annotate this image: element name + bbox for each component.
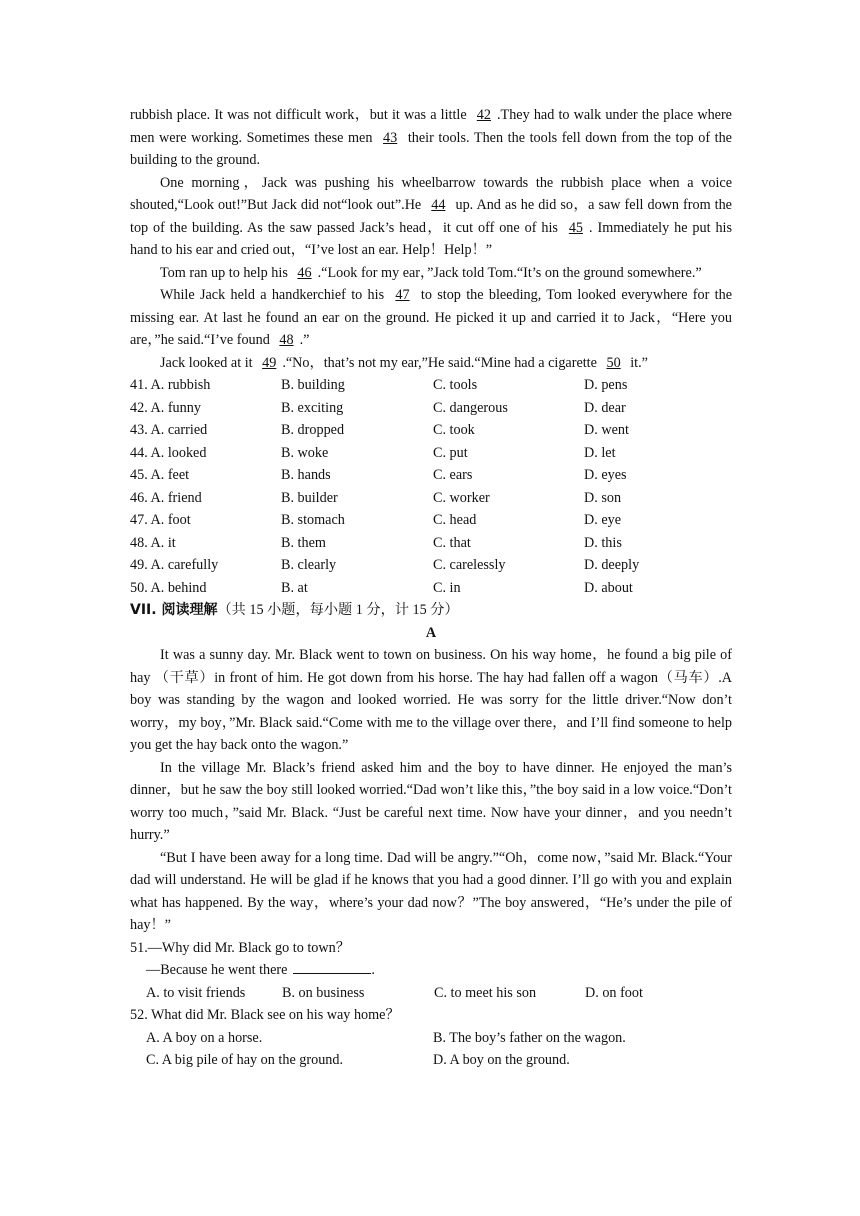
- options-52-row-1: [130, 1027, 732, 1050]
- cloze-options: [130, 374, 732, 599]
- blank-49: 49: [262, 354, 277, 371]
- option: A. A boy on a horse.: [146, 1029, 263, 1046]
- option-row: 42. A. funny B. exciting C. dangerous D. dear: [130, 399, 626, 416]
- option: D. A boy on the ground.: [433, 1052, 570, 1068]
- blank-45: 45: [568, 219, 584, 236]
- blank-48: 48: [279, 332, 294, 348]
- blank-46: 46: [297, 264, 312, 281]
- section-heading: [130, 599, 732, 622]
- section-note: （共 15 小题，每小题 1 分，计 15 分）: [217, 602, 459, 618]
- option: D. on foot: [585, 984, 643, 1001]
- option-row: 50. A. behind B. at C. in D. about: [130, 579, 633, 596]
- answer-blank: [293, 959, 371, 974]
- option: B. The boy’s father on the wagon.: [433, 1029, 626, 1046]
- blank-44: 44: [431, 197, 446, 213]
- passage-paragraph: Tom ran up to help his 46 .“Look for my ear，”Jack told Tom.“It’s on the ground somewhere.”: [160, 264, 702, 281]
- option: C. A big pile of hay on the ground.: [146, 1052, 344, 1068]
- options-51: [130, 982, 732, 1005]
- reading-paragraph: “But I have been away for a long time. Dad will be angry.”“Oh，come now，”said Mr. Black.“Your dad will understand. He will be glad if he knows that you had a good dinner. I’ll go with you and explain what has happened. By the way，where’s your dad now？”The boy answered，“He’s under the pile of hay！”: [130, 849, 732, 933]
- option: C. to meet his son: [434, 984, 537, 1001]
- option-row: 48. A. it B. them C. that D. this: [130, 534, 622, 551]
- part-label: A: [425, 624, 437, 641]
- option-row: 43. A. carried B. dropped C. took D. went: [130, 422, 629, 438]
- option: B. on business: [282, 984, 365, 1001]
- option-row: 44. A. looked B. woke C. put D. let: [130, 444, 616, 461]
- answer-prompt-51: —Because he went there .: [130, 959, 732, 982]
- options-52-row-2: [130, 1049, 732, 1072]
- option-row: 41. A. rubbish B. building C. tools D. pens: [130, 377, 628, 393]
- option-row: 46. A. friend B. builder C. worker D. son: [130, 489, 622, 506]
- passage-paragraph: One morning，Jack was pushing his wheelbarrow towards the rubbish place when a voice shouted,“Look out!”But Jack did not“look out”.He 44 up. And as he did so，a saw fell down from the top of the building. As the saw passed Jack’s head，it cut off one of his 45 . Immediately he put his hand to his ear and cried out，“I’ve lost an ear. Help！Help！”: [130, 174, 733, 258]
- option-row: 49. A. carefully B. clearly C. carelessly D. deeply: [130, 557, 640, 573]
- page-content: [130, 104, 732, 1072]
- blank-47: 47: [395, 287, 410, 303]
- question-51: 51.—Why did Mr. Black go to town？: [130, 939, 350, 956]
- passage-paragraph: While Jack held a handkerchief to his 47 to stop the bleeding, Tom looked everywhere for the missing ear. At last he found an ear on the ground. He picked it up and carried it to Jack，“Here you are，”he said.“I’ve found 48 .”: [130, 287, 732, 348]
- option-row: 45. A. feet B. hands C. ears D. eyes: [130, 467, 627, 483]
- reading-paragraph: It was a sunny day. Mr. Black went to town on business. On his way home，he found a big pile of hay （干草）in front of him. He got down from his horse. The hay had fallen off a wagon（马车）.A boy was standing by the wagon and looked worried. He was sorry for the little driver.“Now don’t worry，my boy，”Mr. Black said.“Come with me to the village over there，and I’ll find someone to help you get the hay back onto the wagon.”: [130, 647, 732, 753]
- question-52: 52. What did Mr. Black see on his way home？: [130, 1007, 400, 1023]
- reading-paragraph: In the village Mr. Black’s friend asked him and the boy to have dinner. He enjoyed the man’s dinner，but he saw the boy still looked worried.“Dad won’t like this，”the boy said in a low voice.“Don’t worry too much，”said Mr. Black. “Just be careful next time. Now have your dinner，and you needn’t hurry.”: [130, 759, 732, 843]
- blank-43: 43: [383, 129, 398, 146]
- passage-paragraph: Jack looked at it 49 .“No，that’s not my ear,”He said.“Mine had a cigarette 50 it.”: [160, 354, 648, 371]
- option-row: 47. A. foot B. stomach C. head D. eye: [130, 512, 622, 528]
- passage-paragraph: rubbish place. It was not difficult work，but it was a little 42 .They had to walk under the place where men were working. Sometimes these men 43 their tools. Then the tools fell down from the top of the building to the ground.: [130, 107, 732, 168]
- option: A. to visit friends: [146, 984, 246, 1001]
- section-title: VII. 阅读理解: [130, 602, 218, 618]
- blank-50: 50: [606, 354, 621, 371]
- blank-42: 42: [476, 107, 491, 123]
